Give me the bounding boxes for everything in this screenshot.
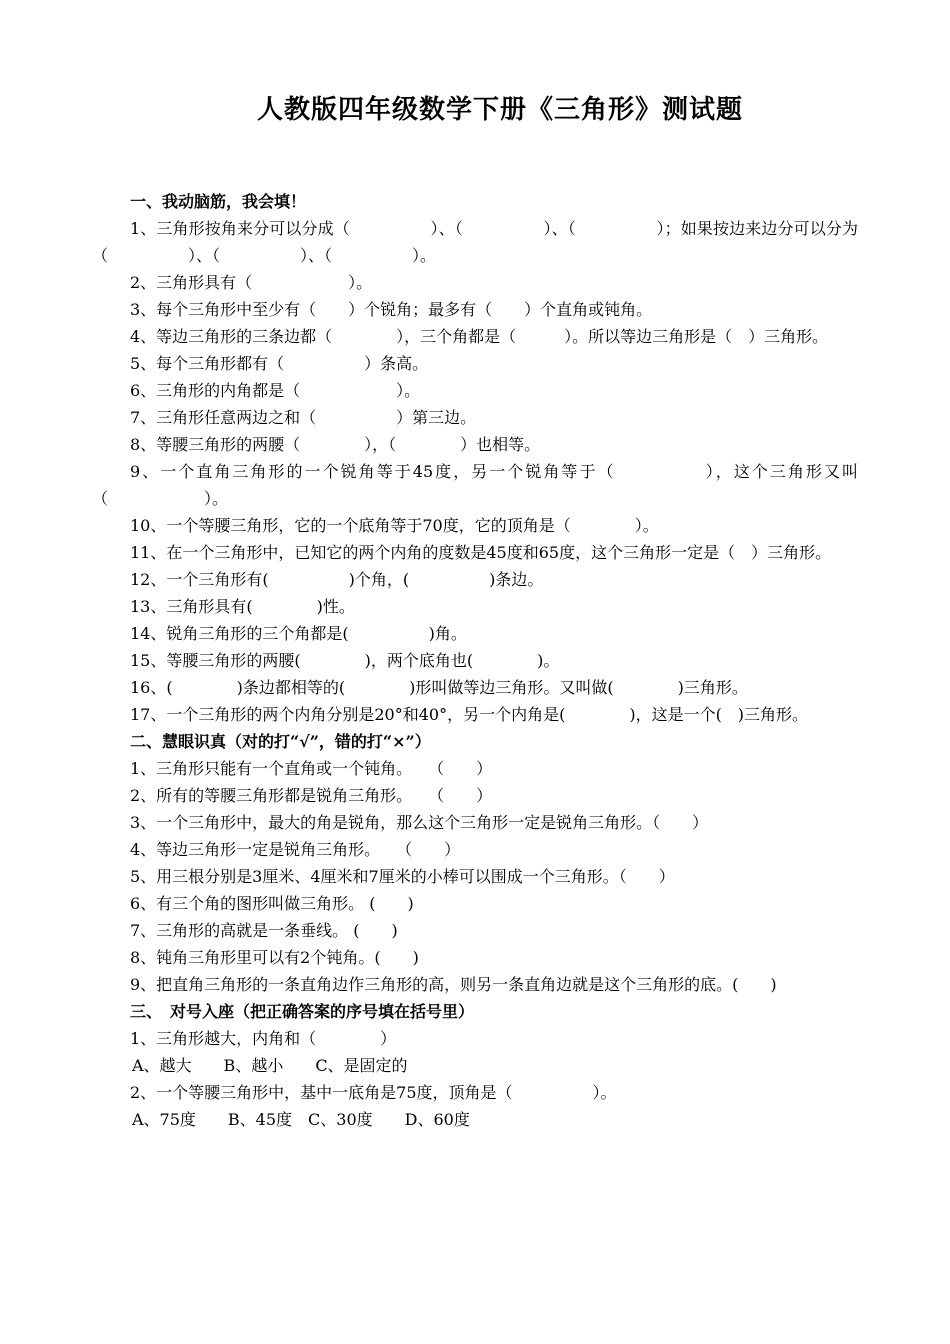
page-title: 人教版四年级数学下册《三角形》测试题 (256, 95, 743, 125)
question-text: 6、有三个角的图形叫做三角形。 ( ) (130, 894, 414, 913)
question-text: 11、在一个三角形中，已知它的两个内角的度数是45度和65度，这个三角形一定是（ ）三角形。 (130, 543, 832, 562)
question-text: 13、三角形具有( )性。 (130, 597, 355, 616)
answer-options: A、越大 B、越小 C、是固定的 (132, 1056, 408, 1075)
question-text: 5、用三根分别是3厘米、4厘米和7厘米的小棒可以围成一个三角形。（ ） (130, 867, 675, 886)
section-heading: 一、我动脑筋，我会填！ (130, 192, 307, 211)
section-heading: 三、 对号入座（把正确答案的序号填在括号里） (130, 1002, 475, 1021)
question-text: 4、等边三角形的三条边都（ ），三个角都是（ ）。所以等边三角形是（ ）三角形。 (130, 327, 829, 346)
section-true-false (92, 728, 858, 998)
question-text: 2、三角形具有（ ）。 (130, 273, 373, 292)
section-fill-in (92, 188, 858, 728)
question-text: 3、一个三角形中，最大的角是锐角，那么这个三角形一定是锐角三角形。（ ） (130, 813, 709, 832)
question-text: 8、等腰三角形的两腰（ ），（ ）也相等。 (130, 435, 541, 454)
question-text: 7、三角形任意两边之和（ ）第三边。 (130, 408, 477, 427)
question-text: 9、一个直角三角形的一个锐角等于45度，另一个锐角等于（ ），这个三角形又叫（ ）。 (92, 462, 858, 508)
question-text: 9、把直角三角形的一条直角边作三角形的高，则另一条直角边就是这个三角形的底。( ) (130, 975, 777, 994)
question-text: 12、一个三角形有( )个角，( )条边。 (130, 570, 544, 589)
section-multiple-choice (92, 998, 858, 1133)
question-text: 4、等边三角形一定是锐角三角形。 （ ） (130, 840, 461, 859)
question-text: 16、( )条边都相等的( )形叫做等边三角形。又叫做( )三角形。 (130, 678, 748, 697)
question-text: 17、一个三角形的两个内角分别是20°和40°，另一个内角是( )，这是一个( )三角形。 (130, 705, 809, 724)
question-text: 1、三角形越大，内角和（ ） (130, 1029, 397, 1048)
question-text: 2、一个等腰三角形中，基中一底角是75度，顶角是（ ）。 (130, 1083, 617, 1102)
question-text: 8、钝角三角形里可以有2个钝角。( ) (130, 948, 419, 967)
question-text: 10、一个等腰三角形，它的一个底角等于70度，它的顶角是（ ）。 (130, 516, 659, 535)
section-heading: 二、慧眼识真（对的打“√”，错的打“×”） (130, 732, 431, 751)
question-text: 1、三角形按角来分可以分成（ ）、（ ）、（ ）；如果按边来边分可以分为（ ）、（ ）、（ ）。 (92, 219, 858, 265)
question-text: 15、等腰三角形的两腰( )，两个底角也( )。 (130, 651, 560, 670)
question-text: 2、所有的等腰三角形都是锐角三角形。 （ ） (130, 786, 493, 805)
question-text: 7、三角形的高就是一条垂线。 ( ) (130, 921, 398, 940)
question-text: 5、每个三角形都有（ ）条高。 (130, 354, 429, 373)
question-text: 14、锐角三角形的三个角都是( )角。 (130, 624, 467, 643)
question-text: 6、三角形的内角都是（ ）。 (130, 381, 421, 400)
answer-options: A、75度 B、45度 C、30度 D、60度 (132, 1110, 470, 1129)
question-text: 3、每个三角形中至少有（ ）个锐角；最多有（ ）个直角或钝角。 (130, 300, 653, 319)
question-text: 1、三角形只能有一个直角或一个钝角。 （ ） (130, 759, 493, 778)
